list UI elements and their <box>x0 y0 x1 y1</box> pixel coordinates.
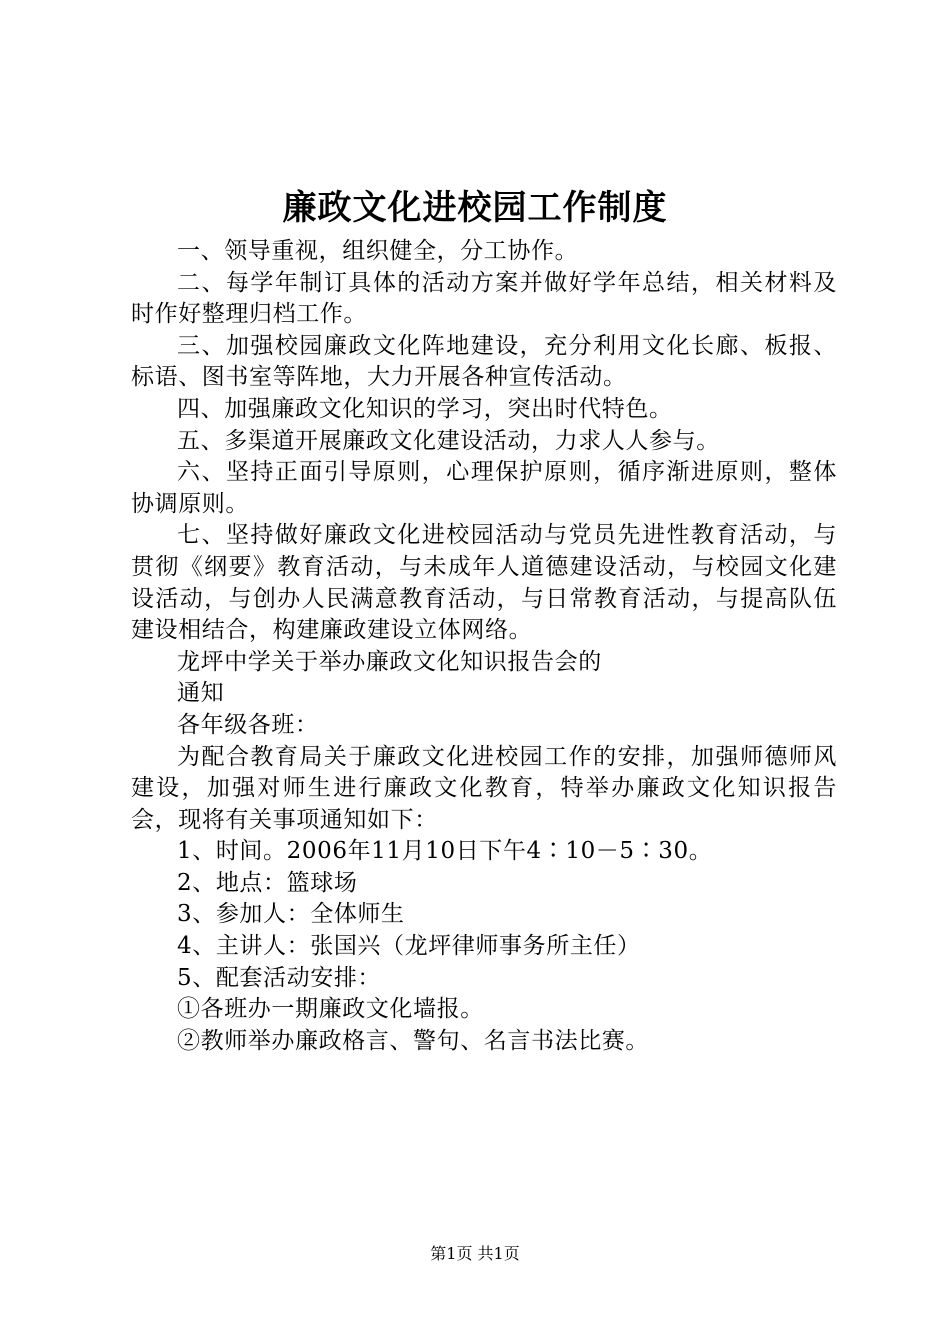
notice-title-line: 龙坪中学关于举办廉政文化知识报告会的 <box>177 648 602 675</box>
notice-item-time: 1、时间。2006年11月10日下午4∶10－5∶30。 <box>177 838 713 865</box>
page-number-footer: 第1页 共1页 <box>430 1244 520 1263</box>
paragraph: 三、加强校园廉政文化阵地建设，充分利用文化长廊、板报、标语、图书室等阵地，大力开展各种宣传活动。 <box>131 332 837 391</box>
paragraph: 二、每学年制订具体的活动方案并做好学年总结，相关材料及时作好整理归档工作。 <box>131 269 837 328</box>
paragraph: 为配合教育局关于廉政文化进校园工作的安排，加强师德师风建设，加强对师生进行廉政文化教育，特举办廉政文化知识报告会，现将有关事项通知如下： <box>131 743 837 833</box>
activity-item: ②教师举办廉政格言、警句、名言书法比赛。 <box>177 1027 649 1054</box>
paragraph: 六、坚持正面引导原则，心理保护原则，循序渐进原则，整体协调原则。 <box>131 459 837 517</box>
notice-item-participants: 3、参加人：全体师生 <box>177 901 405 928</box>
paragraph: 一、领导重视，组织健全，分工协作。 <box>177 238 579 264</box>
activity-item: ①各班办一期廉政文化墙报。 <box>177 996 484 1023</box>
paragraph: 七、坚持做好廉政文化进校园活动与党员先进性教育活动，与贯彻《纲要》教育活动，与未成年人道德建设活动，与校园文化建设活动，与创办人民满意教育活动，与日常教育活动，与提高队伍建设相结合，构建廉政建设立体网络。 <box>131 522 837 644</box>
notice-item-location: 2、地点：篮球场 <box>177 869 358 896</box>
notice-item-activities: 5、配套活动安排： <box>177 964 382 991</box>
notice-title-word: 通知 <box>177 680 225 707</box>
paragraph: 五、多渠道开展廉政文化建设活动，力求人人参与。 <box>177 427 720 454</box>
paragraph: 四、加强廉政文化知识的学习，突出时代特色。 <box>177 395 673 422</box>
document-title: 廉政文化进校园工作制度 <box>282 188 668 228</box>
document-body <box>131 236 837 1057</box>
notice-salutation: 各年级各班： <box>177 711 319 738</box>
notice-item-speaker: 4、主讲人：张国兴（龙坪律师事务所主任） <box>177 933 641 960</box>
